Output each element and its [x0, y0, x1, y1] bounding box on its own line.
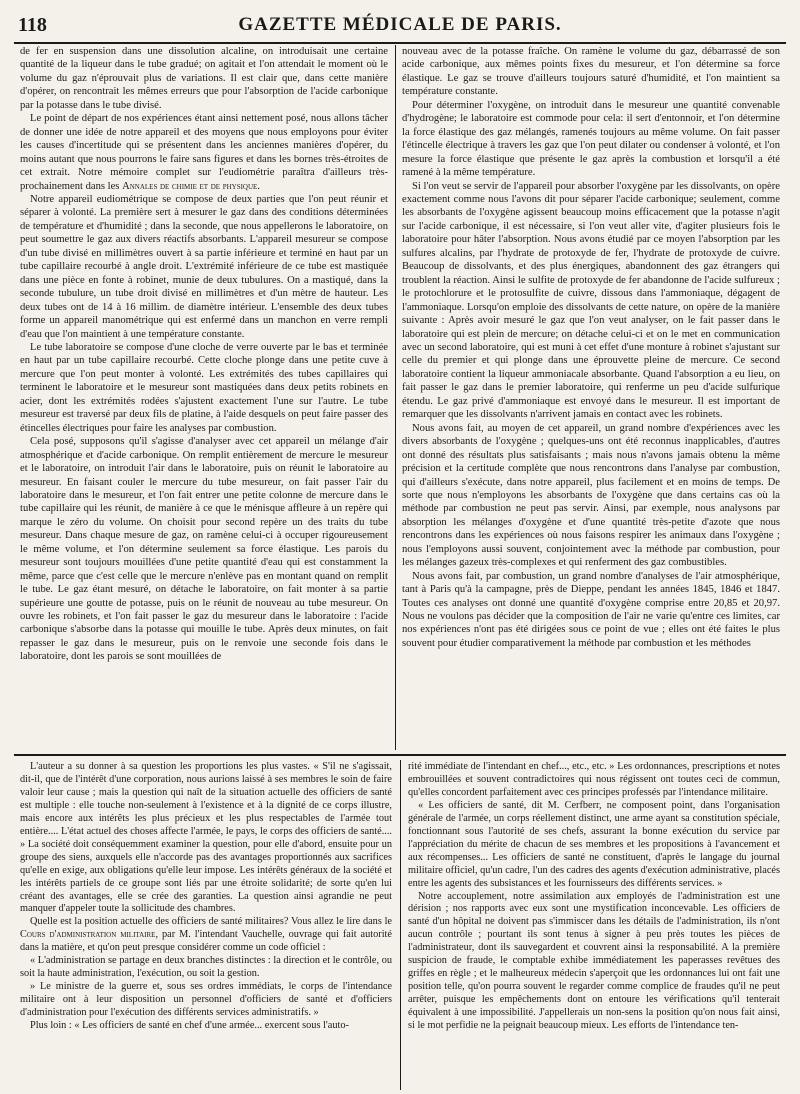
paragraph: « L'administration se partage en deux branches distinctes : la direction et le contrôle, ou soit la haute administration, l'exécution, ou soit la gestion. [20, 955, 392, 980]
paragraph: L'auteur a su donner à sa question les proportions les plus vastes. « S'il ne s'agissait, dit-il, que de l'intérêt d'une corporation, nous aurions laissé à ses membres le soin de faire valoir leur cause ; mais la question qui naît de la situation actuelle des officiers de santé est multiple : elle touche non-seulement à l'existence et à la dignité de ce corps illustre, mais encore aux intérêts les plus précieux et les plus respectables de l'armée tout entière.... L'état actuel des choses affecte l'armée, le pays, le corps des officiers de santé.... » La société doit conséquemment examiner la question, pour elle d'abord, ensuite pour un groupe des siens, auxquels elle n'accorde pas des avantages proportionnés aux sacrifices qu'elle en exige, aux obligations qu'elle leur impose. Les intérêts généraux de la société et les intérêts partiels de ce groupe sont liés par une étroite solidarité; de sorte qu'en lui créant des avantages, elle se crée des garanties. La question ainsi agrandie ne peut manquer d'appeler toute la sollicitude des chambres. [20, 761, 392, 915]
paragraph: Cela posé, supposons qu'il s'agisse d'analyser avec cet appareil un mélange d'air atmosphérique et d'acide carbonique. On remplit entièrement de mercure le mesureur et le laboratoire, on introduit l'air dans le laboratoire, puis on réunit le laboratoire au mesureur. En faisant couler le mercure du tube mesureur, on fait passer l'air du laboratoire dans le mesureur, et l'on fait entrer une petite colonne de mercure dans le tube capillaire qui les réunit, de manière à ce que le ménisque affleure à un repère qui marque le zéro du volume. On choisit pour second repère un des traits du tube mesureur. Dans chaque mesure de gaz, on ramène celui-ci à occuper rigoureusement le même volume, et l'on détermine seulement sa force élastique. Les parois du mesureur sont toujours mouillées d'une petite quantité d'eau qui est constamment la même, parce que c'est celle que le mercure n'enlève pas en montant quand on remplit le tube. Le gaz étant mesuré, on détache le laboratoire, on fait monter à sa partie supérieure une goutte de potasse, puis on le réunit de nouveau au tube mesureur. On ouvre les robinets, et l'on fait passer le gaz du mesureur dans le laboratoire : l'acide carbonique s'absorbe dans la potasse qui mouille le tube. Après deux minutes, on fait repasser le gaz dans le mesureur, puis on le renvoie une seconde fois dans le laboratoire, dont les parois se sont mouillées de [20, 436, 388, 663]
paragraph: rité immédiate de l'intendant en chef..., etc., etc. » Les ordonnances, prescriptions et notes embrouillées et souvent contradictoires qui nous régissent ont toutes ceci de commun, qu'elles concordent parfaitement avec ces principes professés par l'intendance militaire. [408, 761, 780, 798]
paragraph [20, 916, 392, 955]
article-column-left [20, 45, 388, 748]
book-reference: Cours d'administration militaire [20, 929, 156, 941]
paragraph: nouveau avec de la potasse fraîche. On ramène le volume du gaz, débarrassé de son acide carbonique, aux mêmes points fixes du mesureur, et l'on détermine sa force élastique. Le gaz se trouve d'ailleurs toujours saturé d'humidité, et l'on maintient sa température constante. [402, 46, 780, 98]
paragraph: Pour déterminer l'oxygène, on introduit dans le mesureur une quantité convenable d'hydrogène; le laboratoire est commode pour cela: il sert d'entonnoir, et l'on détermine la force élastique des gaz mélangés, ramenés toujours au même volume. On fait passer l'étincelle électrique à travers les gaz que l'on peut dilater ou condenser à volonté, et l'on mesure la force élastique que présente le gaz après la combustion et lorsqu'il a été ramené à la même température. [402, 99, 780, 179]
paragraph: Plus loin : « Les officiers de santé en chef d'une armée... exercent sous l'auto- [30, 1020, 349, 1032]
feuilleton-column-right [408, 761, 780, 1091]
page-header [14, 12, 786, 44]
feuilleton-column-left [20, 761, 392, 1091]
page-number: 118 [18, 14, 47, 36]
paragraph [20, 112, 388, 193]
masthead-title: GAZETTE MÉDICALE DE PARIS. [238, 14, 562, 35]
paragraph-text: , par M. l'intendant Vauchelle, ouvrage qui fait autorité dans la matière, et qu'on peut presque considérer comme un code officiel : [20, 929, 392, 954]
paragraph: « Les officiers de santé, dit M. Cerfberr, ne composent point, dans l'organisation générale de l'armée, un corps réellement distinct, une arme ayant sa constitution spéciale, fonctionnant sous l'autorité de ses chefs, assurant la bonne exécution du service par l'appréciation du mérite de chacun de ses membres et les propositions à l'avancement et aux récompenses... Les officiers de santé ne constituent, d'après le langage du journal militaire officiel, qu'un cadre, l'un des cadres des agents d'exécution administrative, placés entre les agents des subsistances et les fournisseurs des différents services. » [408, 799, 780, 889]
paragraph: Nous avons fait, par combustion, un grand nombre d'analyses de l'air atmosphérique, tant à Paris qu'à la campagne, près de Dieppe, pendant les années 1845, 1846 et 1847. Toutes ces analyses ont donné une quantité d'oxygène comprise entre 20,85 et 20,97. Nous ne voulons pas décider que la composition de l'air ne varie qu'entre ces limites, car nos expériences n'ont pas été dirigées sous ce point de vue ; elles ont été faites le plus souvent pour étudier comparativement la méthode par combustion et les méthodes [402, 570, 780, 649]
paragraph: Si l'on veut se servir de l'appareil pour absorber l'oxygène par les dissolvants, on opère exactement comme nous l'avons dit pour séparer l'acide carbonique; seulement, comme les absorbants de l'oxygène agissent beaucoup moins efficacement que la potasse n'agit sur l'acide carbonique, il est nécessaire, si l'on veut aller vite, d'agiter plusieurs fois le laboratoire pour hâter l'absorption. Nous avons étudié par ce moyen l'absorption par les sulfures alcalins, par l'hydrate de protoxyde de fer, l'hydrate de protoxyde de cuivre. Beaucoup de dissolvants, et des plus énergiques, abandonnent des gaz étrangers qui troublent la réaction. Ainsi le sulfite de protoxyde de fer abandonne de l'acide sulfureux ; le protochlorure et le protosulfite de cuivre, dissous dans l'ammoniaque, dégagent de l'ammoniaque. Lorsqu'on emploie des dissolvants de cette nature, on opère de la manière suivante : Après avoir mesuré le gaz que l'on veut analyser, on le fait passer dans le laboratoire qui est plein de mercure; on détache celui-ci et on le met en communication avec un second laboratoire, qui est muni à cet effet d'une monture à robinet s'ajustant sur celle du premier et qui plonge dans une éprouvette pleine de mercure. Ce second laboratoire contient la liqueur ammoniacale absorbante. Quand l'absorption a eu lieu, on fait passer le gaz dans le premier laboratoire, qui renferme un peu d'acide sulfurique étendu. Le gaz privé d'ammoniaque est envoyé dans le mesureur. Il est important de remarquer que les dissolvants n'arrivent jamais en contact avec les robinets. [402, 180, 780, 421]
feuilleton-column-divider [400, 760, 401, 1090]
paragraph: Notre appareil eudiométrique se compose de deux parties que l'on peut réunir et séparer à volonté. La première sert à mesurer le gaz dans des conditions déterminées de température et d'humidité ; dans la seconde, que nous appellerons le laboratoire, on peut soumettre le gaz aux divers réactifs absorbants. L'appareil mesureur se compose d'un tube divisé en millimètres ouvert à sa partie inférieure et terminé en haut par un tube capillaire recourbé à angle droit. L'extrémité inférieure de ce tube est mastiquée dans une pièce en fonte à robinet, munie de deux tubulures. On a mastiqué, dans la seconde tubulure, un tube droit divisé en millimètres et d'un mètre de hauteur. Les deux tubes ont de 14 à 16 millim. de diamètre intérieur. L'ensemble des deux tubes forme un appareil manométrique qui est enfermé dans un manchon en verre rempli d'eau que l'on maintient à une température constante. [20, 193, 388, 340]
paragraph-text: Le point de départ de nos expériences étant ainsi nettement posé, nous allons tâcher de donner une idée de notre appareil et des moyens que nous employons pour éviter les causes d'incertitude qui se présentent dans les anciennes manières d'opérer, du moins autant que nous pourrons le faire sans figures et dans les bornes très-étroites de cet extrait. Notre mémoire complet sur l'eudiométrie paraîtra d'ailleurs très-prochainement dans les [20, 113, 388, 192]
paragraph: Le tube laboratoire se compose d'une cloche de verre ouverte par le bas et terminée en haut par un tube capillaire recourbé. Cette cloche plonge dans une petite cuve à mercure que l'on peut monter à volonté. Les extrémités des tubes capillaires qui terminent le laboratoire et le mesureur sont mastiquées dans deux petits robinets en acier, dont les extrémités rodées s'ajustent exactement l'une sur l'autre. Le tube mesureur est traversé par deux fils de platine, à l'aide desquels on peut faire passer des étincelles électriques pour faire les analyses par combustion. [20, 341, 388, 434]
journal-reference: Annales de chimie et de physique. [122, 180, 260, 192]
paragraph-text: Quelle est la position actuelle des officiers de santé militaires? Vous allez le lire dans le [30, 916, 392, 928]
paragraph: » Le ministre de la guerre et, sous ses ordres immédiats, le corps de l'intendance militaire ont à leur disposition un personnel d'officiers de santé et d'officiers d'administration pour l'exécution des différents services administratifs. » [20, 981, 392, 1019]
column-divider [395, 45, 396, 750]
paragraph: de fer en suspension dans une dissolution alcaline, on introduisait une certaine quantité de la liqueur dans le tube gradué; on agitait et l'on attendait le moment où le volume du gaz n'éprouvait plus de variations. Il est clair que, dans cette manière d'opérer, on rencontrait les mêmes erreurs que pour l'absorption de l'acide carbonique par la potasse dans le tube divisé. [20, 46, 388, 111]
feuilleton-divider [14, 754, 786, 756]
article-column-right [402, 45, 780, 748]
paragraph: Nous avons fait, au moyen de cet appareil, un grand nombre d'expériences avec les divers absorbants de l'oxygène ; quelques-uns ont été reconnus inapplicables, d'autres ont donné des résultats plus satisfaisants ; mais nous n'avons jamais obtenu la même précision et la certitude complète que nous rencontrons dans l'analyse par combustion, qui d'ailleurs s'exécute, dans notre appareil, plus facilement et en moins de temps. De sorte que nous n'employons les absorbants de l'oxygène que dans certains cas où la méthode par combustion ne peut pas servir. Ainsi, par exemple, nous analysons par absorption les mélanges d'oxygène et d'une quantité très-petite d'azote que nous rencontrons dans les expériences où nous faisons respirer les animaux dans l'oxygène ; nous l'employons aussi souvent, conjointement avec la méthode par combustion, pour les mélanges gazeux très-complexes et qui renferment des gaz combustibles. [402, 422, 780, 569]
paragraph: Notre accouplement, notre assimilation aux employés de l'administration est une dérision ; nos rapports avec eux sont une mystification inconcevable. Les officiers de santé d'un hôpital ne doivent pas s'immiscer dans les détails de l'administration, ils n'ont aucun contrôle ; pourtant ils sont tenus à signer à peu près toutes les pièces de l'administrateur, dont ils sauvegardent et couvrent ainsi la responsabilité. A la première suspicion de fraude, le comptable exhibe immédiatement les paperasses revêtues des griffes en règle ; et le malheureux médecin s'aperçoit que les ordonnances lui ont fait une position telle, qu'on pourra souvent le regarder comme complice de fraudes qu'il ne peut arrêter, puisque les empêchements dont on entoure les vérifications qu'il tenterait équivalent à une impossibilité. J'appellerais un non-sens la position qu'on nous fait ainsi, si le mot perfidie ne la peignait beaucoup mieux. Les efforts de l'intendance ten- [408, 890, 780, 1032]
